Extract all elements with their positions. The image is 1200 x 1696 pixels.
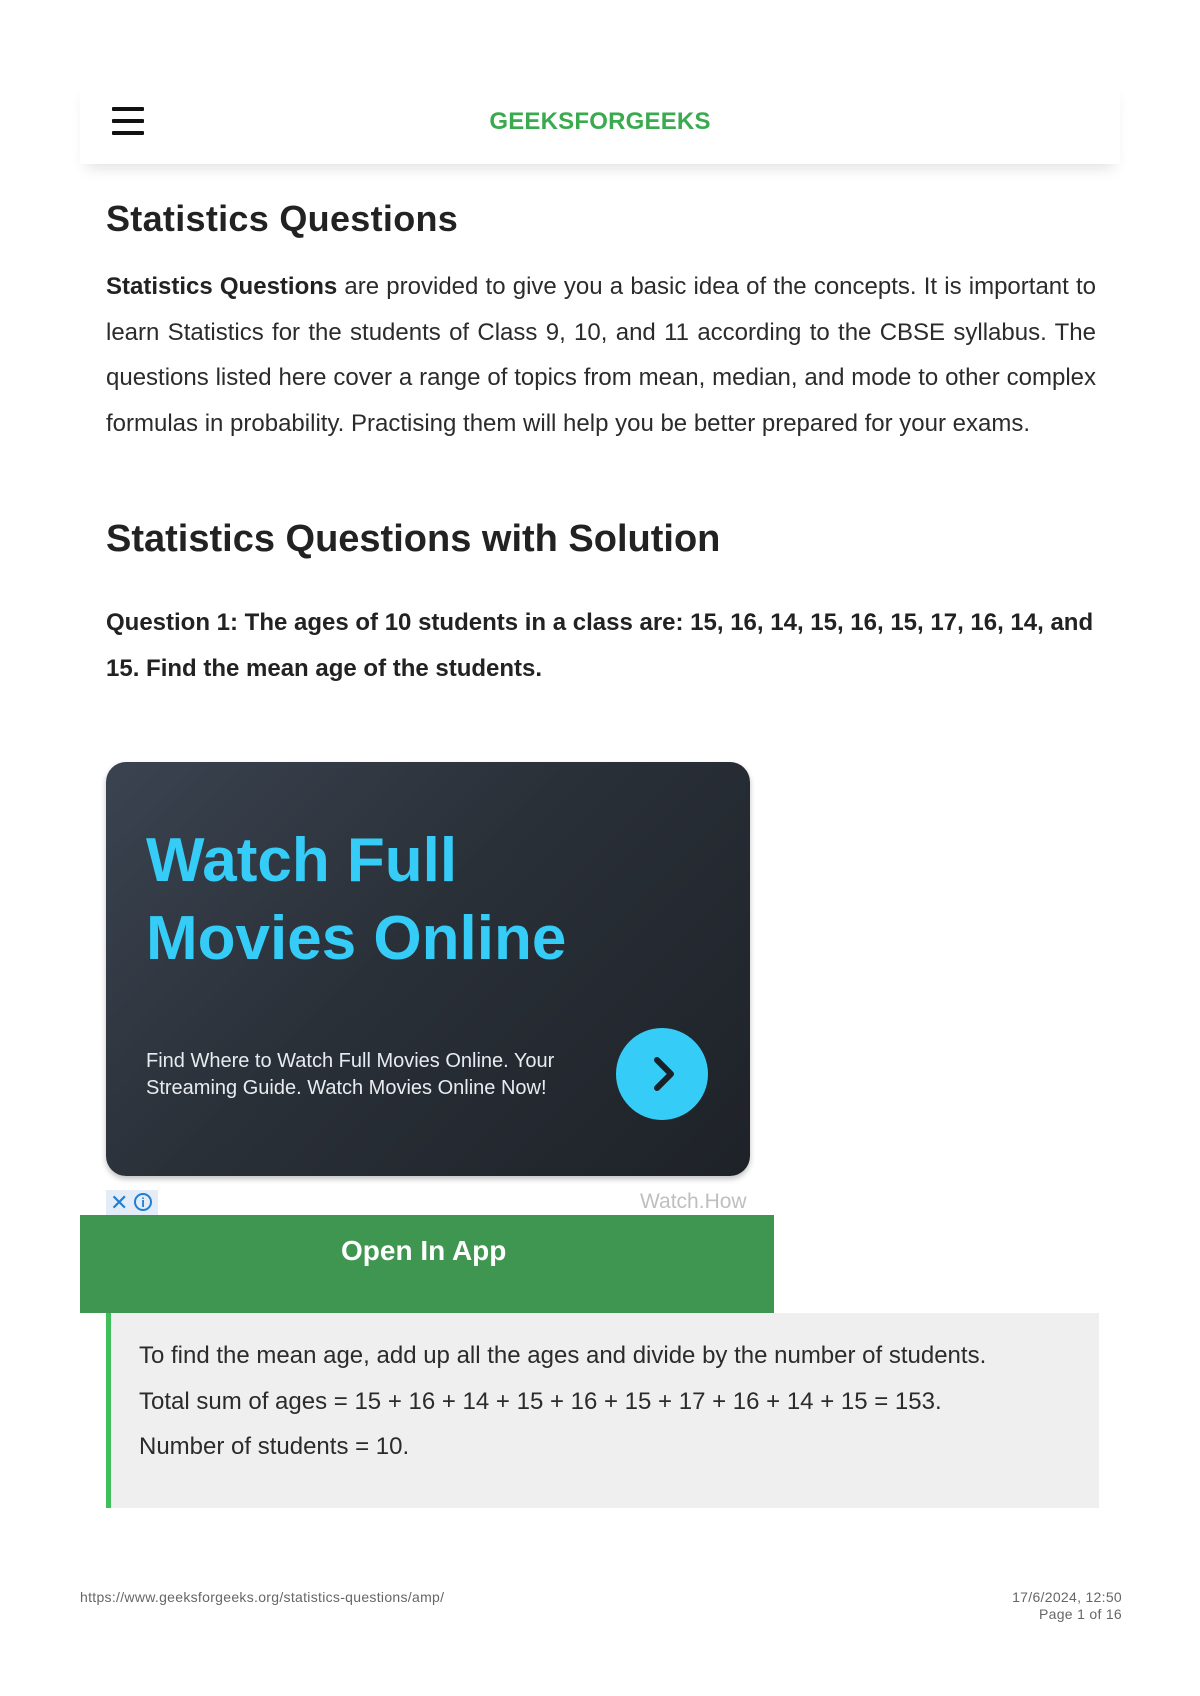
ad-source[interactable]: Watch.How xyxy=(640,1190,747,1213)
footer-datetime: 17/6/2024, 12:50 xyxy=(1012,1589,1122,1605)
ad-headline-line: Movies Online xyxy=(146,904,567,973)
ad-body xyxy=(146,1048,616,1102)
chevron-right-icon xyxy=(644,1054,684,1094)
open-in-app-button[interactable] xyxy=(80,1215,774,1313)
question-1: Question 1: The ages of 10 students in a class are: 15, 16, 14, 15, 16, 15, 17, 16, 14, and 15. Find the mean age of the students. xyxy=(106,609,1094,682)
intro-bold-term: Statistics Questions xyxy=(106,273,338,300)
solution-box xyxy=(106,1313,1099,1508)
ad-choices xyxy=(106,1190,158,1216)
ad-headline xyxy=(146,822,706,978)
close-icon[interactable]: ✕ xyxy=(110,1190,129,1215)
ad-body-line: Find Where to Watch Full Movies Online. Your xyxy=(146,1050,555,1072)
footer-meta xyxy=(1012,1589,1122,1623)
info-icon[interactable]: i xyxy=(134,1193,152,1211)
top-header xyxy=(80,80,1120,164)
intro-paragraph xyxy=(106,264,1096,446)
ad-cta-button[interactable] xyxy=(616,1028,708,1120)
page-title: Statistics Questions xyxy=(106,198,459,239)
solution-line: Total sum of ages = 15 + 16 + 14 + 15 + 16 + 15 + 17 + 16 + 14 + 15 = 153. xyxy=(139,1387,942,1415)
section-title: Statistics Questions with Solution xyxy=(106,518,721,560)
ad-body-line: Streaming Guide. Watch Movies Online Now! xyxy=(146,1077,547,1099)
solution-line: To find the mean age, add up all the ages and divide by the number of students. xyxy=(139,1342,987,1369)
ad-banner[interactable] xyxy=(106,762,750,1176)
intro-text: are provided to give you a basic idea of the concepts. It is important to learn Statistics for the students of Class 9, 10, and 11 according to the CBSE syllabus. The questions listed here cover a range of topics from mean, median, and mode to other complex formulas in probability. Practising them will help you be better prepared for your exams. xyxy=(106,273,1097,437)
footer-page-number: Page 1 of 16 xyxy=(1039,1606,1122,1622)
open-in-app-label: Open In App xyxy=(341,1235,507,1266)
site-logo[interactable]: GEEKSFORGEEKS xyxy=(489,108,711,135)
footer-url: https://www.geeksforgeeks.org/statistics-questions/amp/ xyxy=(80,1589,445,1605)
solution-line: Number of students = 10. xyxy=(139,1433,410,1460)
ad-headline-line: Watch Full xyxy=(146,826,458,895)
